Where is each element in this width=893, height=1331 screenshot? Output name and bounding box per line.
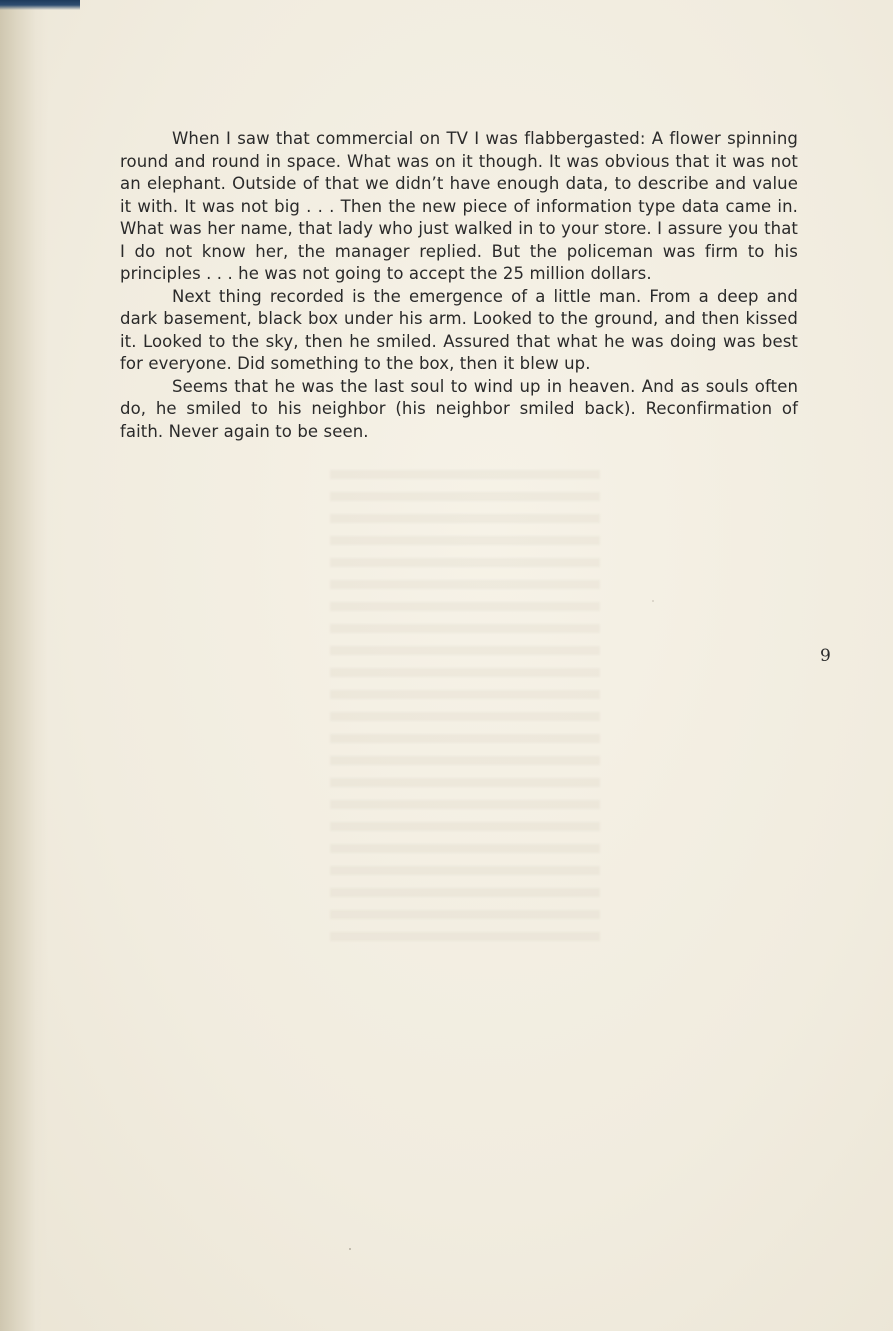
paragraph-2: Next thing recorded is the emergence of a little man. From a deep and dark basement, black box under his arm. Looked to the ground, and then kissed it. Looked to the sky, then he smiled. Assured that what he was doing was best for everyone. Did something to the box, then it blew up. [120,286,798,373]
page-gutter-shadow [0,0,48,1331]
paragraph-3: Seems that he was the last soul to wind up in heaven. And as souls often do, he smiled to his neighbor (his neighbor smiled back). Reconfirmation of faith. Never again to be seen. [120,376,798,441]
scan-edge-mark [0,0,80,10]
page-number: 9 [820,646,831,666]
paper-speck [652,600,654,602]
show-through-text [330,470,600,950]
paper-speck [349,1248,351,1250]
paragraph-1: When I saw that commercial on TV I was flabbergasted: A flower spinning round and round in space. What was on it though. It was obvious that it was not an elephant. Outside of that we didn’t have enough data, to describe and value it with. It was not big . . . Then the new piece of information type data came in. What was her name, that lady who just walked in to your store. I assure you that I do not know her, the manager replied. But the policeman was firm to his principles . . . he was not going to accept the 25 million dollars. [120,129,798,283]
body-text [120,128,798,443]
